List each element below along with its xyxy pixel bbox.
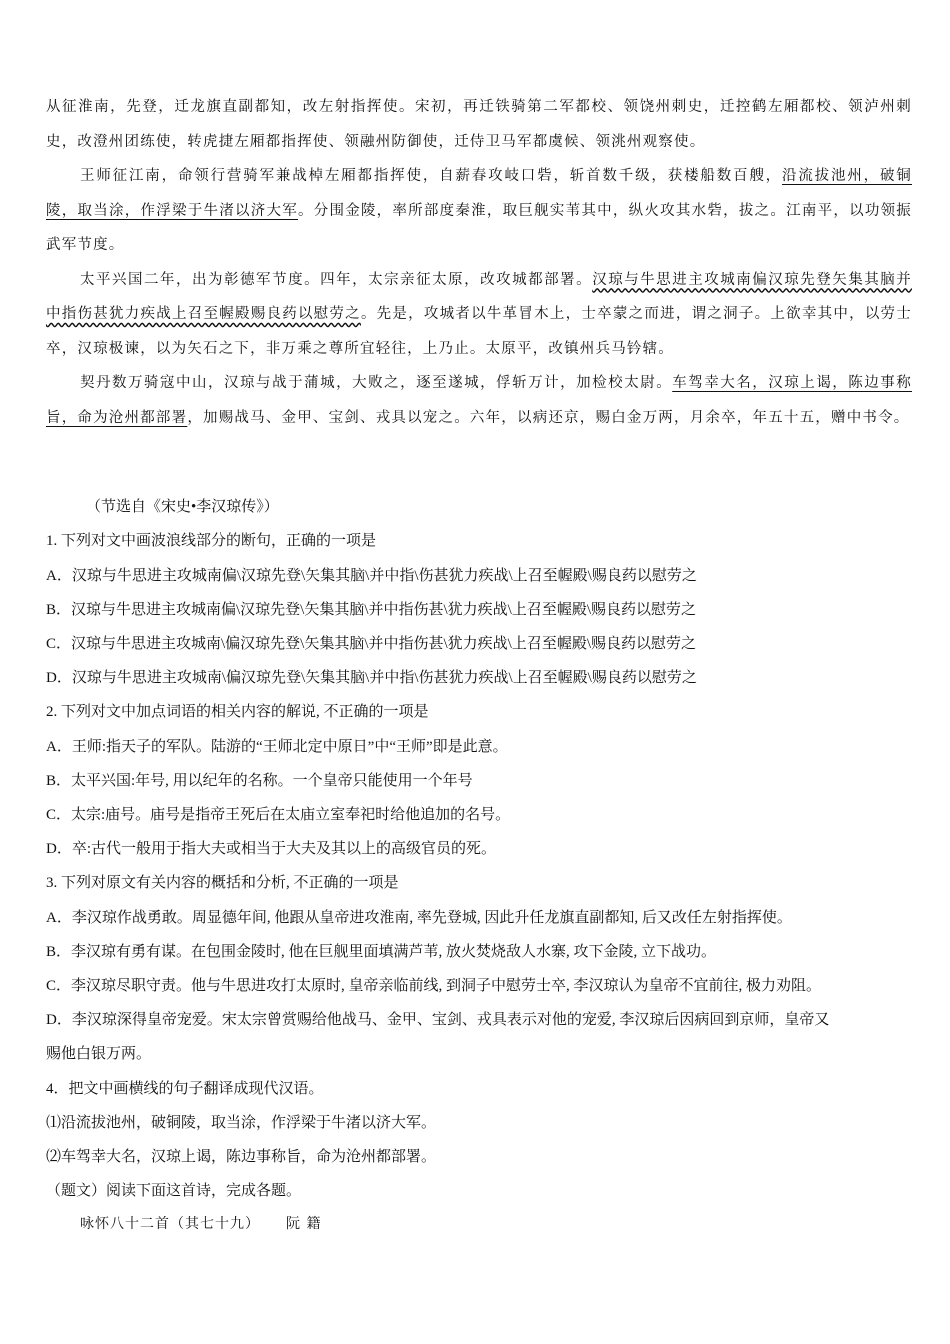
question-1-option-d: D．汉琼与牛思进主攻城南\偏汉琼先登\矢集其脑\并中指\伤甚犹力疾战\上召至幄殿\赐良药以慰劳之: [46, 670, 697, 686]
underlined-sentence-1: 沿流拔池州，破铜陵，取当涂，作浮梁于牛渚以济大军: [46, 168, 912, 219]
question-2-option-b: B．太平兴国:年号, 用以纪年的名称。一个皇帝只能使用一个年号: [46, 773, 473, 789]
paragraph-4-text-end: ，加赐战马、金甲、宝剑、戎具以宠之。六年，以病还京，赐白金万两，月余卒，年五十五，赠中书令。: [187, 409, 910, 426]
question-3-option-b: B．李汉琼有勇有谋。在包围金陵时, 他在巨舰里面填满芦苇, 放火焚烧敌人水寨, 攻下金陵, 立下战功。: [46, 944, 717, 960]
question-1-option-c: C．汉琼与牛思进主攻城南\偏汉琼先登\矢集其脑\并中指伤甚\犹力疾战\上召至幄殿\赐良药以慰劳之: [46, 636, 697, 652]
question-1-option-a: A．汉琼与牛思进主攻城南偏\汉琼先登\矢集其脑\并中指\伤甚犹力疾战\上召至幄殿\赐良药以慰劳之: [46, 568, 697, 584]
paragraph-2: [46, 159, 912, 263]
paragraph-4-text: 契丹数万骑寇中山，汉琼与战于蒲城，大败之，逐至遂城，俘斩万计，加检校太尉。: [80, 375, 673, 391]
question-3-option-a: A．李汉琼作战勇敢。周显德年间, 他跟从皇帝进攻淮南, 率先登城, 因此升任龙旗直副都知, 后又改任左射指挥使。: [46, 910, 792, 926]
paragraph-1: 从征淮南，先登，迁龙旗直副都知，改左射指挥使。宋初，再迁铁骑第二军都校、领饶州刺史，迁控鹤左厢都校、领泸州刺史，改澄州团练使，转虎捷左厢都指挥使、领融州防御使，迁侍卫马军都虞候、领洮州观察使。: [46, 99, 912, 150]
paragraph-2-text-end: 。分围金陵，率所部度秦淮，取巨舰实苇其中，纵火攻其水砦，拔之。江南平，以功领振武军节度。: [46, 202, 913, 253]
question-4-item-2: ⑵车驾幸大名，汉琼上谒，陈边事称旨，命为沧州都部署。: [46, 1149, 437, 1165]
poem-author: 阮 籍: [286, 1216, 322, 1232]
paragraph-2-text: 王师征江南，命领行营骑军兼战棹左厢都指挥使，自薪春攻岐口砦，斩首数千级，获楼船数百艘，: [80, 168, 782, 184]
question-3-option-d-cont: 赐他白银万两。: [46, 1046, 152, 1062]
wavy-underlined-passage: 汉琼与牛思进主攻城南偏汉琼先登矢集其脑并中指伤甚犹力疾战上召至幄殿赐良药以慰劳之: [46, 271, 912, 322]
question-2-option-c: C．太宗:庙号。庙号是指帝王死后在太庙立室奉祀时给他追加的名号。: [46, 807, 511, 823]
next-section-intro: （题文）阅读下面这首诗，完成各题。: [46, 1183, 302, 1199]
passage-source: （节选自《宋史•李汉琼传》）: [86, 499, 279, 515]
paragraph-3: [46, 263, 912, 367]
question-3-stem: 3. 下列对原文有关内容的概括和分析, 不正确的一项是: [46, 875, 399, 891]
poem-heading: [80, 1213, 946, 1233]
question-1-stem: 1. 下列对文中画波浪线部分的断句，正确的一项是: [46, 533, 377, 549]
question-3-option-c: C．李汉琼尽职守责。他与牛思进攻打太原时, 皇帝亲临前线, 到洞子中慰劳士卒, 李汉琼认为皇帝不宜前往, 极力劝阻。: [46, 978, 822, 994]
paragraph-3-text: 太平兴国二年，出为彰德军节度。四年，太宗亲征太原，改攻城都部署。: [80, 271, 593, 288]
question-2-stem: 2. 下列对文中加点词语的相关内容的解说, 不正确的一项是: [46, 704, 429, 720]
question-4-stem: 4．把文中画横线的句子翻译成现代汉语。: [46, 1081, 324, 1097]
poem-title: 咏怀八十二首（其七十九）: [80, 1216, 260, 1232]
question-4-item-1: ⑴沿流拔池州，破铜陵，取当涂，作浮梁于牛渚以济大军。: [46, 1115, 437, 1131]
question-2-option-a: A．王师:指天子的军队。陆游的“王师北定中原日”中“王师”即是此意。: [46, 739, 508, 755]
passage: [46, 90, 912, 435]
question-1-option-b: B．汉琼与牛思进主攻城南偏\汉琼先登\矢集其脑\并中指伤甚\犹力疾战\上召至幄殿\赐良药以慰劳之: [46, 602, 697, 618]
paragraph-3-text-end: 。先是，攻城者以牛革冒木上，士卒蒙之而进，谓之洞子。上欲幸其中，以劳士卒，汉琼极谏，以为矢石之下，非万乘之尊所宜轻往，上乃止。太原平，改镇州兵马钤辖。: [46, 306, 913, 357]
question-2-option-d: D．卒:古代一般用于指大夫或相当于大夫及其以上的高级官员的死。: [46, 841, 497, 857]
underlined-sentence-2: 车驾幸大名，汉琼上谒，陈边事称旨，命为沧州都部署: [46, 375, 912, 426]
paragraph-4: [46, 366, 912, 435]
question-3-option-d: D．李汉琼深得皇帝宠爱。宋太宗曾赏赐给他战马、金甲、宝剑、戎具表示对他的宠爱, 李汉琼后因病回到京师，皇帝又: [46, 1012, 830, 1028]
